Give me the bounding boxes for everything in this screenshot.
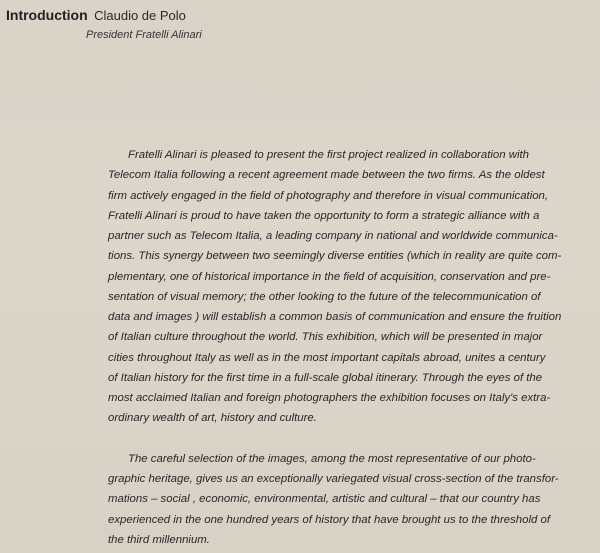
paragraph: Fratelli Alinari is pleased to present the first project realized in collaboration with Telecom Italia following a recent agreement made between the two firms. As the oldest firm actively engaged in the field of photography and therefore in visual communication, Fratelli Alinari is proud to have taken the opportunity to form a strategic alliance with a partner such as Telecom Italia, a leading company in national and worldwide communica- tions. This synergy between two seemingly diverse entities (which in reality are quite com- plementary, one of historical importance in the field of acquisition, conservation and pre- sentation of visual memory; the other looking to the future of the telecommunication of data and images ) will establish a common basis of communication and ensure the fruition of Italian culture throughout the world. This exhibition, which will be presented in major cities throughout Italy as well as in the most important capitals abroad, unites a century of Italian history for the first time in a full-scale global itinerary. Through the eyes of the most acclaimed Italian and foreign photographers the exhibition focuses on Italy's extra- ordinary wealth of art, history and culture. bbox=[108, 149, 562, 425]
page-header bbox=[6, 6, 186, 25]
author-role: President Fratelli Alinari bbox=[86, 29, 202, 41]
section-title: Introduction bbox=[6, 7, 88, 23]
paragraph: The careful selection of the images, among the most representative of our photo- graphic heritage, gives us an exceptionally variegated visual cross-section of the transfor- mations – social , economic, environmental, artistic and cultural – that our country has experienced in the one hundred years of history that have brought us to the threshold of the third millennium. bbox=[108, 452, 559, 546]
author-name: Claudio de Polo bbox=[94, 8, 186, 23]
article-body bbox=[108, 145, 578, 550]
